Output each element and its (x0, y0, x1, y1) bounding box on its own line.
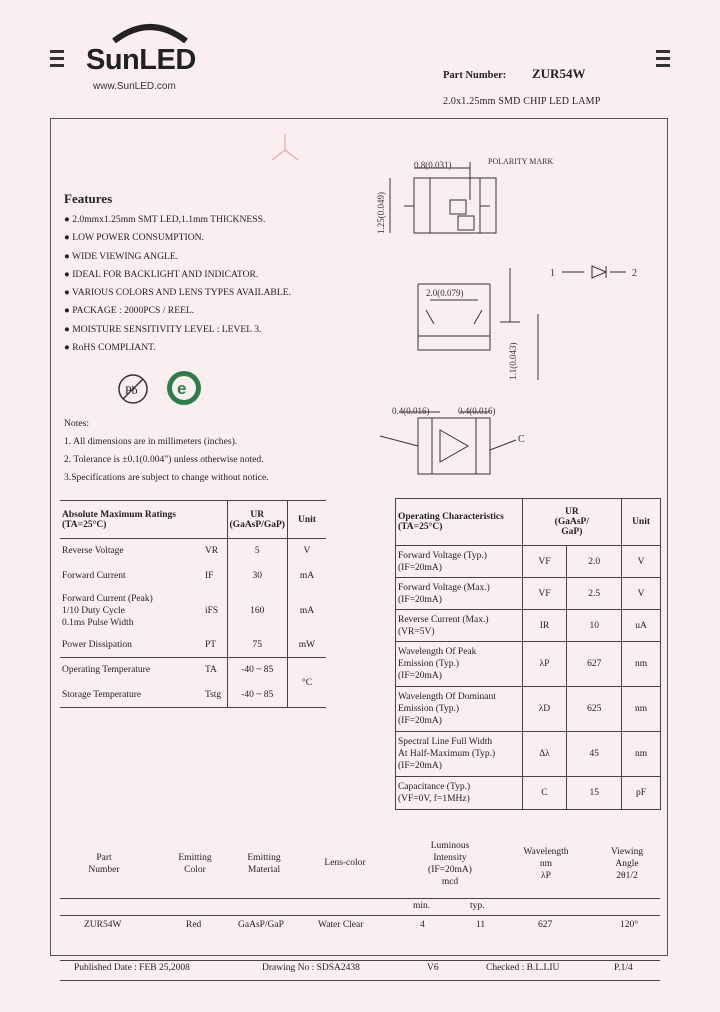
product-row (0, 920, 720, 934)
feature-item: ● IDEAL FOR BACKLIGHT AND INDICATOR. (64, 268, 259, 280)
value-cell: 2.5 (567, 578, 622, 610)
table-row (396, 777, 661, 810)
subtitle: 2.0x1.25mm SMD CHIP LED LAMP (443, 96, 601, 107)
footer (0, 963, 720, 977)
table-row (60, 683, 326, 708)
left-bar-marks (50, 50, 64, 71)
pad-dim-right: 0.4(0.016) (458, 406, 496, 416)
param-cell: Operating Temperature (62, 665, 151, 676)
feature-item: ● VARIOUS COLORS AND LENS TYPES AVAILABLE. (64, 287, 291, 299)
operating-characteristics-table (395, 498, 661, 810)
value-cell: 15 (567, 777, 622, 810)
product-header-luminous: Luminous Intensity (IF=20mA) mcd (428, 841, 472, 887)
notes-title: Notes: (64, 418, 90, 429)
unit-cell: uA (622, 610, 661, 642)
param-cell: Forward Voltage (Max.) (IF=20mA) (398, 582, 490, 605)
footer-published: Published Date : FEB 25,2008 (74, 963, 190, 973)
value-cell: 625 (567, 687, 622, 732)
symbol-left-label: 1 (550, 268, 555, 279)
product-min: 4 (420, 920, 425, 930)
symbol-cell: PT (204, 639, 217, 650)
table-row (396, 687, 661, 732)
param-cell: Storage Temperature (62, 689, 142, 700)
table-row (60, 658, 326, 683)
rohs-e-icon (165, 369, 203, 407)
footer-drawing: Drawing No : SDSA2438 (262, 963, 360, 973)
footer-bottom-line (60, 980, 660, 981)
symbol-cell: Δλ (522, 732, 567, 777)
symbol-cell: IR (522, 610, 567, 642)
abs-max-col-unit: Unit (287, 501, 326, 539)
value-cell: 2.0 (567, 546, 622, 578)
table-row (60, 589, 326, 633)
pad-dim-left: 0.4(0.016) (392, 406, 430, 416)
table-row (396, 610, 661, 642)
abs-max-condition: (TA=25°C) (62, 519, 107, 530)
svg-text:e: e (177, 379, 187, 398)
unit-cell: mA (287, 589, 326, 633)
product-header-material: Emitting Material (247, 853, 281, 875)
feature-item: ● 2.0mmx1.25mm SMT LED,1.1mm THICKNESS. (64, 214, 266, 225)
table-row (396, 732, 661, 777)
param-cell: Capacitance (Typ.) (VF=0V, f=1MHz) (398, 782, 471, 804)
param-cell: Wavelength Of Dominant Emission (Typ.) (IF=20mA) (398, 692, 496, 726)
product-color: Red (186, 920, 202, 930)
symbol-cell: VF (522, 578, 567, 610)
abs-max-title: Absolute Maximum Ratings (62, 509, 177, 520)
features-title: Features (64, 191, 113, 206)
product-material: GaAsP/GaP (238, 920, 284, 930)
height-dim-label: 1.1(0.043) (508, 342, 518, 380)
symbol-cell: TA (204, 665, 217, 676)
product-lens: Water Clear (318, 920, 364, 930)
website[interactable]: www.SunLED.com (93, 81, 176, 92)
symbol-right-label: 2 (632, 268, 637, 279)
package-dimension-diagram (370, 150, 670, 480)
product-angle: 120° (620, 920, 639, 930)
product-header-line (60, 915, 660, 916)
feature-item: ● WIDE VIEWING ANGLE. (64, 250, 179, 262)
table-row (60, 564, 326, 589)
pb-free-icon (116, 372, 150, 406)
param-cell: Spectral Line Full Width At Half-Maximum (Typ.) (IF=20mA) (398, 737, 496, 771)
polarity-label: POLARITY MARK (488, 157, 554, 166)
unit-cell: mW (287, 633, 326, 658)
abs-max-col-ur-sub: (GaAsP/GaP) (229, 519, 285, 530)
param-cell: Forward Current (62, 571, 126, 581)
value-cell: 627 (567, 642, 622, 687)
feature-item: ● MOISTURE SENSITIVITY LEVEL : LEVEL 3. (64, 323, 262, 335)
note-item: 3.Specifications are subject to change without notice. (64, 472, 269, 483)
part-number-label: Part Number: (443, 70, 507, 81)
absolute-max-ratings-table (60, 500, 326, 708)
symbol-cell: C (522, 777, 567, 810)
symbol-cell: VR (204, 546, 219, 557)
symbol-cell: IF (204, 571, 214, 581)
op-char-title: Operating Characteristics (398, 512, 504, 522)
symbol-cell: λD (522, 687, 567, 732)
product-header-wavelength: Wavelength nm λP (523, 847, 569, 881)
op-char-col-ur-sub: (GaAsP/ (554, 517, 589, 527)
op-char-col-ur: UR (564, 507, 579, 517)
op-char-col-unit: Unit (622, 499, 661, 546)
decorative-mark (268, 130, 302, 166)
footer-checked: Checked : B.L.LIU (486, 963, 560, 973)
op-char-col-ur-sub2: GaP) (561, 527, 583, 537)
side-dim-label: 1.25(0.049) (376, 192, 386, 234)
product-header-color: Emitting Color (178, 853, 212, 875)
value-cell: 160 (227, 589, 287, 633)
abs-max-col-ur: UR (250, 509, 265, 520)
value-cell: 30 (227, 564, 287, 589)
width-dim-label: 2.0(0.079) (426, 288, 464, 298)
param-cell: Reverse Current (Max.) (VR=5V) (398, 614, 489, 637)
product-typ: 11 (476, 920, 486, 930)
unit-cell: nm (622, 642, 661, 687)
symbol-cell: λP (522, 642, 567, 687)
product-header-min: min. (413, 901, 431, 911)
table-row (396, 578, 661, 610)
logo-arc (110, 19, 190, 43)
unit-cell: pF (622, 777, 661, 810)
unit-cell: nm (622, 732, 661, 777)
unit-cell: V (622, 546, 661, 578)
footer-version: V6 (427, 963, 439, 973)
table-row (396, 546, 661, 578)
features-list (64, 211, 291, 357)
op-char-condition: (TA=25°C) (398, 522, 443, 532)
unit-cell: nm (622, 687, 661, 732)
feature-item: ● RoHS COMPLIANT. (64, 342, 156, 354)
symbol-cell: Tstg (204, 689, 222, 700)
note-item: 2. Tolerance is ±0.1(0.004") unless otherwise noted. (64, 454, 264, 465)
value-cell: -40 ~ 85 (227, 683, 287, 708)
unit-cell: V (287, 539, 326, 564)
param-cell: Forward Voltage (Typ.) (IF=20mA) (398, 550, 487, 573)
notes (64, 415, 269, 487)
right-bar-marks (656, 50, 670, 71)
product-header-angle: Viewing Angle 2θ1/2 (610, 847, 644, 881)
value-cell: 5 (227, 539, 287, 564)
marker-c: C (518, 434, 525, 445)
param-cell: Reverse Voltage (62, 546, 124, 557)
table-row (396, 642, 661, 687)
part-number-value: ZUR54W (532, 66, 586, 81)
unit-cell: mA (287, 564, 326, 589)
value-cell: 45 (567, 732, 622, 777)
note-item: 1. All dimensions are in millimeters (inches). (64, 436, 238, 447)
logo-text: SunLED (86, 44, 196, 76)
param-cell: Power Dissipation (62, 639, 132, 650)
temp-unit-cell: °C (287, 658, 326, 708)
symbol-cell: iFS (204, 605, 219, 616)
product-header-lens: Lens-color (324, 858, 366, 868)
table-row (60, 633, 326, 658)
feature-item: ● LOW POWER CONSUMPTION. (64, 232, 204, 244)
value-cell: 75 (227, 633, 287, 658)
product-sub-line (60, 898, 660, 899)
product-header-part: Part Number (88, 853, 120, 875)
product-wave: 627 (538, 920, 553, 930)
unit-cell: V (622, 578, 661, 610)
value-cell: 10 (567, 610, 622, 642)
footer-page: P.1/4 (614, 963, 633, 973)
param-cell: Wavelength Of Peak Emission (Typ.) (IF=20mA) (398, 647, 477, 681)
value-cell: -40 ~ 85 (227, 658, 287, 683)
symbol-cell: VF (522, 546, 567, 578)
table-row (60, 539, 326, 564)
feature-item: ● PACKAGE : 2000PCS / REEL. (64, 305, 195, 317)
param-cell: Forward Current (Peak) 1/10 Duty Cycle 0.1ms Pulse Width (62, 593, 153, 628)
product-part: ZUR54W (84, 920, 122, 930)
footer-top-line (60, 960, 660, 961)
top-dim-label: 0.8(0.031) (414, 160, 452, 170)
svg-text:Pb: Pb (125, 383, 138, 397)
product-header-typ: typ. (470, 901, 485, 911)
